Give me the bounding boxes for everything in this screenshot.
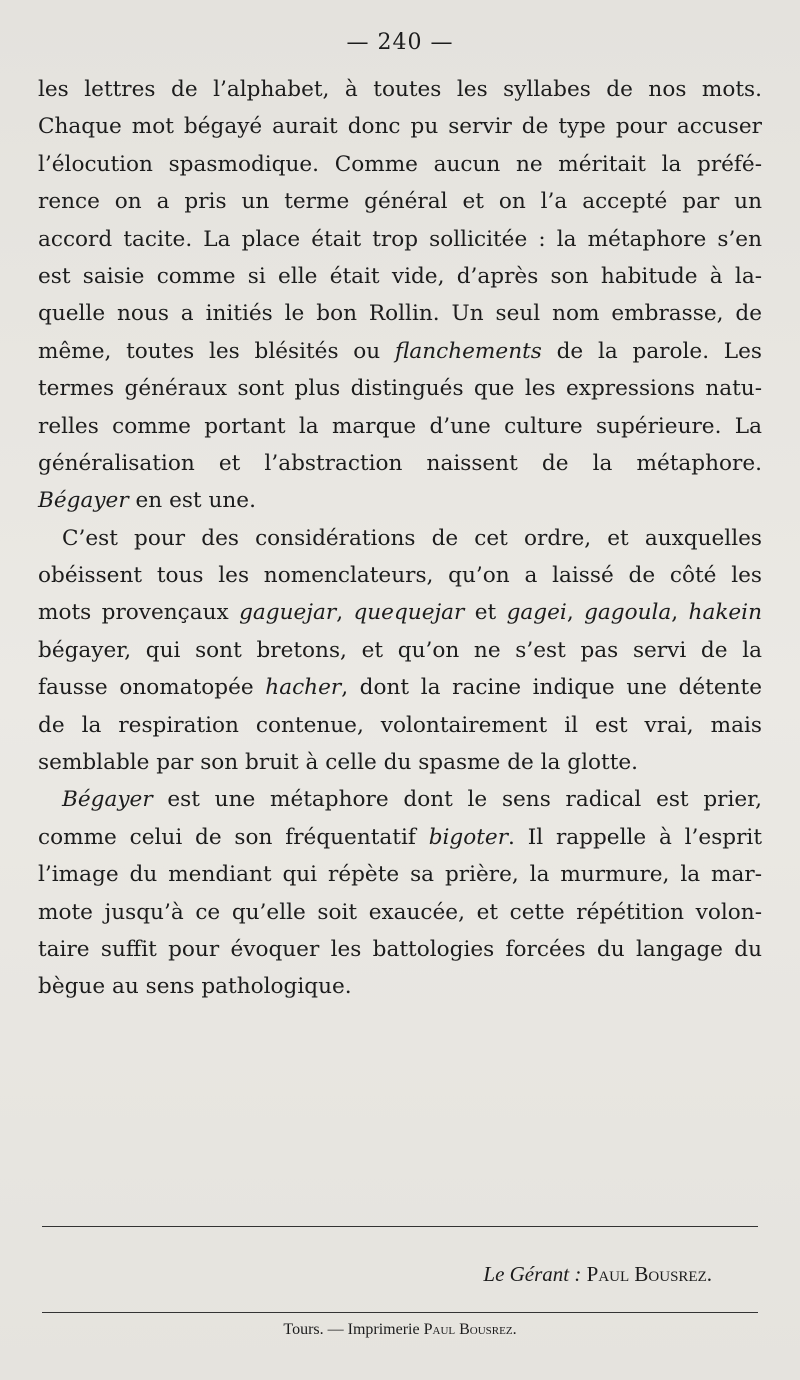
italic-term: hakein bbox=[688, 600, 762, 626]
text-segment: est saisie comme si elle était vide, d’après son habitude à la- bbox=[38, 263, 762, 289]
italic-term: gagei bbox=[506, 600, 567, 626]
text-segment: , bbox=[566, 600, 585, 626]
text-segment: Chaque mot bégayé aurait donc pu servir de type pour accuser bbox=[38, 114, 762, 140]
text-line bbox=[38, 669, 762, 706]
text-segment: , dont la racine indique une détente bbox=[341, 675, 762, 701]
text-line bbox=[38, 370, 762, 407]
text-line bbox=[38, 632, 762, 669]
text-segment: fausse onomatopée bbox=[38, 675, 266, 701]
imprint-line bbox=[0, 1321, 800, 1339]
text-line bbox=[38, 258, 762, 295]
signature-name: Paul Bousrez. bbox=[586, 1262, 712, 1286]
italic-term: hacher bbox=[265, 675, 342, 701]
text-line bbox=[38, 856, 762, 893]
text-segment: généralisation et l’abstraction naissent de la métaphore. bbox=[38, 450, 762, 476]
signature bbox=[483, 1262, 712, 1287]
text-segment: semblable par son bruit à celle du spasme de la glotte. bbox=[38, 750, 639, 776]
italic-term: gaguejar bbox=[239, 600, 337, 626]
body-text bbox=[38, 71, 762, 1006]
text-segment: relles comme portant la marque d’une culture supérieure. La bbox=[38, 413, 762, 439]
italic-term: flanchements bbox=[394, 338, 542, 364]
paragraph bbox=[38, 520, 762, 782]
text-segment: l’image du mendiant qui répète sa prière, la murmure, la mar- bbox=[38, 862, 762, 888]
text-line bbox=[38, 557, 762, 594]
text-line bbox=[38, 781, 762, 818]
text-segment: comme celui de son fréquentatif bbox=[38, 824, 429, 850]
text-line bbox=[38, 931, 762, 968]
text-line bbox=[38, 71, 762, 108]
signature-label: Le Gérant : bbox=[483, 1262, 582, 1286]
text-segment: est une métaphore dont le sens radical est prier, bbox=[152, 787, 762, 813]
imprint-name: Paul Bousrez. bbox=[423, 1321, 517, 1338]
text-segment: quelle nous a initiés le bon Rollin. Un seul nom embrasse, de bbox=[38, 301, 762, 327]
page-number: — 240 — bbox=[346, 30, 454, 55]
text-segment: C’est pour des considérations de cet ordre, et auxquelles bbox=[62, 525, 762, 551]
text-segment: et bbox=[464, 600, 507, 626]
text-line bbox=[38, 295, 762, 332]
text-segment: . Il rappelle à l’esprit bbox=[508, 824, 762, 850]
text-segment: bégayer, qui sont bretons, et qu’on ne s’est pas servi de la bbox=[38, 637, 762, 663]
text-segment: en est une. bbox=[128, 488, 256, 514]
text-line bbox=[38, 108, 762, 145]
text-line bbox=[38, 333, 762, 370]
text-segment: mote jusqu’à ce qu’elle soit exaucée, et cette répétition volon- bbox=[38, 899, 762, 925]
italic-term: Bégayer bbox=[62, 787, 153, 813]
italic-term: Bégayer bbox=[38, 488, 129, 514]
italic-term: quequejar bbox=[353, 600, 465, 626]
paragraph bbox=[38, 71, 762, 520]
text-line bbox=[38, 482, 762, 519]
text-segment: l’élocution spasmodique. Comme aucun ne méritait la préfé- bbox=[38, 151, 762, 177]
text-segment: taire suffit pour évoquer les battologies forcées du langage du bbox=[38, 936, 762, 962]
italic-term: bigoter bbox=[428, 824, 509, 850]
text-line bbox=[38, 968, 762, 1005]
text-line bbox=[38, 520, 762, 557]
text-segment: accord tacite. La place était trop sollicitée : la métaphore s’en bbox=[38, 226, 762, 252]
text-line bbox=[38, 819, 762, 856]
text-segment: les lettres de l’alphabet, à toutes les syllabes de nos mots. bbox=[38, 77, 762, 102]
footer-rule-bottom bbox=[42, 1312, 758, 1313]
footer-rule-top bbox=[42, 1226, 758, 1227]
text-line bbox=[38, 183, 762, 220]
text-segment: bègue au sens pathologique. bbox=[38, 974, 352, 1000]
italic-term: gagoula bbox=[584, 600, 672, 626]
paragraph bbox=[38, 781, 762, 1005]
text-segment: , bbox=[336, 600, 354, 626]
text-line bbox=[38, 445, 762, 482]
imprint-prefix: Tours. — Imprimerie bbox=[283, 1321, 420, 1338]
text-segment: de la respiration contenue, volontairement il est vrai, mais bbox=[38, 712, 762, 738]
text-segment: mots provençaux bbox=[38, 600, 240, 626]
text-line bbox=[38, 146, 762, 183]
text-segment: rence on a pris un terme général et on l’a accepté par un bbox=[38, 189, 762, 215]
text-segment: de la parole. Les bbox=[541, 338, 763, 364]
text-segment: même, toutes les blésités ou bbox=[38, 338, 395, 364]
text-segment: termes généraux sont plus distingués que les expressions natu- bbox=[38, 376, 762, 402]
text-line bbox=[38, 221, 762, 258]
text-line bbox=[38, 894, 762, 931]
text-segment: , bbox=[671, 600, 689, 626]
text-line bbox=[38, 408, 762, 445]
text-segment: obéissent tous les nomenclateurs, qu’on a laissé de côté les bbox=[38, 563, 762, 589]
text-line bbox=[38, 707, 762, 744]
text-line bbox=[38, 744, 762, 781]
text-line bbox=[38, 594, 762, 631]
